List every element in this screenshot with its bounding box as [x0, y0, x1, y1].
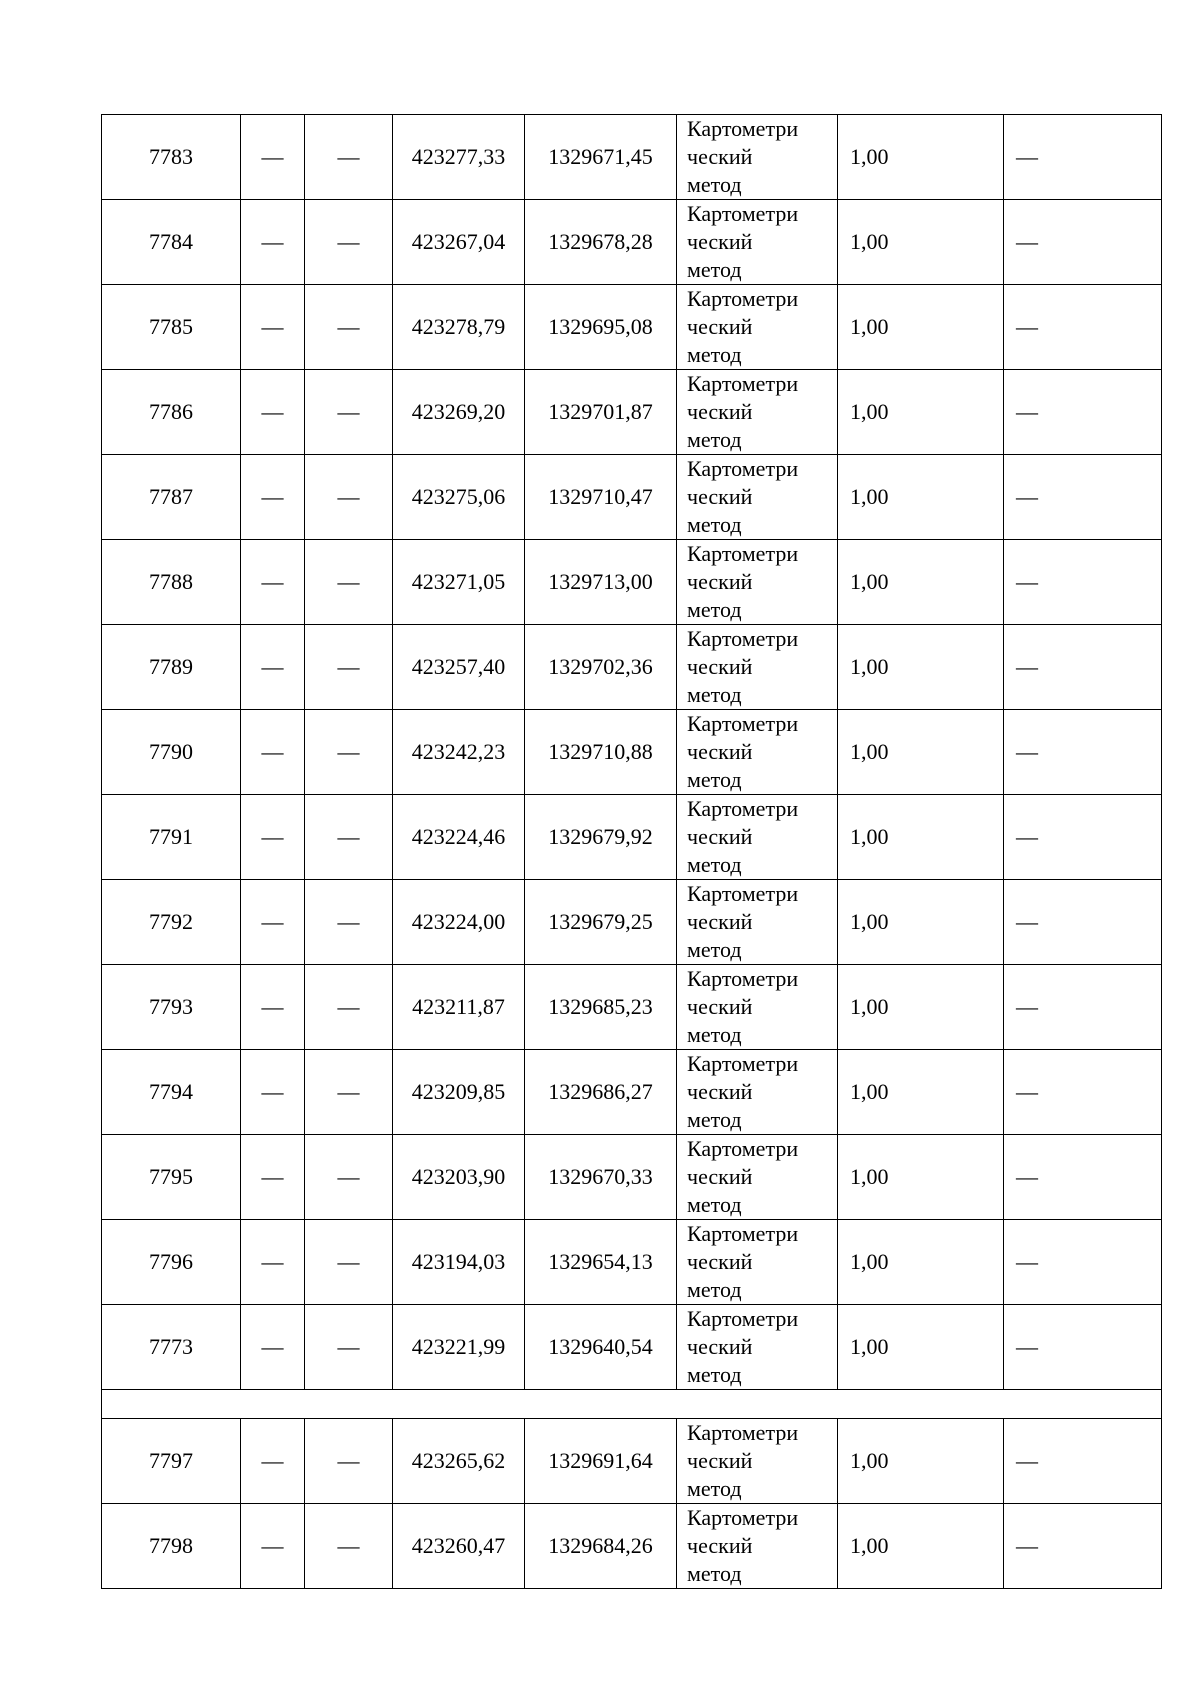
empty-value-cell: —: [241, 1050, 305, 1135]
method-text-line: метод: [687, 1022, 742, 1047]
table-row: [102, 455, 1162, 540]
table-row: [102, 285, 1162, 370]
method-cell: [677, 880, 838, 965]
table-row: [102, 1135, 1162, 1220]
method-text-line: ческий: [687, 314, 753, 339]
table-row: [102, 1504, 1162, 1589]
coordinate-y-cell: 1329710,47: [525, 455, 677, 540]
coordinate-y-cell: 1329670,33: [525, 1135, 677, 1220]
table-row: [102, 1050, 1162, 1135]
coordinate-x-cell: 423271,05: [393, 540, 525, 625]
precision-cell: 1,00: [838, 1305, 1004, 1390]
method-text-line: Картометри: [687, 881, 799, 906]
empty-value-cell: —: [305, 1050, 393, 1135]
method-cell: [677, 540, 838, 625]
method-text-line: метод: [687, 1476, 742, 1501]
method-text-line: ческий: [687, 229, 753, 254]
empty-value-cell: —: [305, 1504, 393, 1589]
table-row: [102, 880, 1162, 965]
table-spacer-row: [102, 1390, 1162, 1419]
empty-value-cell: —: [305, 965, 393, 1050]
method-cell: [677, 1305, 838, 1390]
note-cell: —: [1004, 710, 1162, 795]
method-text-line: ческий: [687, 144, 753, 169]
precision-cell: 1,00: [838, 965, 1004, 1050]
coordinate-x-cell: 423275,06: [393, 455, 525, 540]
note-cell: —: [1004, 1305, 1162, 1390]
method-text-line: метод: [687, 1561, 742, 1586]
note-cell: —: [1004, 1050, 1162, 1135]
point-number-cell: 7784: [102, 200, 241, 285]
coordinate-x-cell: 423242,23: [393, 710, 525, 795]
method-text-line: Картометри: [687, 1051, 799, 1076]
precision-cell: 1,00: [838, 285, 1004, 370]
coordinate-y-cell: 1329640,54: [525, 1305, 677, 1390]
method-text-line: Картометри: [687, 1306, 799, 1331]
coordinate-x-cell: 423224,46: [393, 795, 525, 880]
empty-value-cell: —: [305, 880, 393, 965]
method-text-line: Картометри: [687, 456, 799, 481]
empty-value-cell: —: [241, 1419, 305, 1504]
point-number-cell: 7788: [102, 540, 241, 625]
method-text-line: метод: [687, 1192, 742, 1217]
point-number-cell: 7792: [102, 880, 241, 965]
method-text-line: ческий: [687, 1533, 753, 1558]
method-cell: [677, 455, 838, 540]
empty-value-cell: —: [241, 795, 305, 880]
method-text-line: ческий: [687, 1448, 753, 1473]
method-text-line: ческий: [687, 909, 753, 934]
method-text-line: Картометри: [687, 711, 799, 736]
precision-cell: 1,00: [838, 1135, 1004, 1220]
coordinate-y-cell: 1329679,92: [525, 795, 677, 880]
method-text-line: ческий: [687, 399, 753, 424]
empty-value-cell: —: [305, 115, 393, 200]
empty-value-cell: —: [305, 285, 393, 370]
method-text-line: метод: [687, 1107, 742, 1132]
table-row: [102, 795, 1162, 880]
method-cell: [677, 965, 838, 1050]
table-row: [102, 540, 1162, 625]
method-text-line: метод: [687, 257, 742, 282]
method-cell: [677, 1504, 838, 1589]
method-text-line: метод: [687, 682, 742, 707]
empty-value-cell: —: [305, 710, 393, 795]
method-text-line: ческий: [687, 824, 753, 849]
method-cell: [677, 370, 838, 455]
empty-value-cell: —: [241, 115, 305, 200]
method-text-line: Картометри: [687, 796, 799, 821]
table-row: [102, 1419, 1162, 1504]
coordinate-x-cell: 423267,04: [393, 200, 525, 285]
note-cell: —: [1004, 540, 1162, 625]
method-text-line: ческий: [687, 1334, 753, 1359]
coordinate-y-cell: 1329713,00: [525, 540, 677, 625]
method-cell: [677, 285, 838, 370]
coordinate-y-cell: 1329679,25: [525, 880, 677, 965]
method-text-line: Картометри: [687, 626, 799, 651]
method-text-line: метод: [687, 937, 742, 962]
coordinate-y-cell: 1329695,08: [525, 285, 677, 370]
precision-cell: 1,00: [838, 370, 1004, 455]
empty-value-cell: —: [305, 625, 393, 710]
coordinate-x-cell: 423209,85: [393, 1050, 525, 1135]
empty-value-cell: —: [241, 710, 305, 795]
method-text-line: метод: [687, 427, 742, 452]
point-number-cell: 7773: [102, 1305, 241, 1390]
method-cell: [677, 1135, 838, 1220]
coordinate-x-cell: 423194,03: [393, 1220, 525, 1305]
method-cell: [677, 710, 838, 795]
point-number-cell: 7798: [102, 1504, 241, 1589]
point-number-cell: 7794: [102, 1050, 241, 1135]
method-text-line: метод: [687, 597, 742, 622]
method-cell: [677, 1220, 838, 1305]
point-number-cell: 7793: [102, 965, 241, 1050]
point-number-cell: 7787: [102, 455, 241, 540]
empty-value-cell: —: [241, 880, 305, 965]
note-cell: —: [1004, 880, 1162, 965]
empty-value-cell: —: [305, 1305, 393, 1390]
precision-cell: 1,00: [838, 710, 1004, 795]
empty-value-cell: —: [305, 1135, 393, 1220]
empty-value-cell: —: [241, 625, 305, 710]
table-row: [102, 115, 1162, 200]
method-cell: [677, 115, 838, 200]
note-cell: —: [1004, 370, 1162, 455]
precision-cell: 1,00: [838, 455, 1004, 540]
coordinate-x-cell: 423211,87: [393, 965, 525, 1050]
method-text-line: Картометри: [687, 1505, 799, 1530]
point-number-cell: 7786: [102, 370, 241, 455]
coordinate-x-cell: 423203,90: [393, 1135, 525, 1220]
empty-value-cell: —: [241, 370, 305, 455]
precision-cell: 1,00: [838, 1050, 1004, 1135]
method-text-line: метод: [687, 1362, 742, 1387]
note-cell: —: [1004, 1220, 1162, 1305]
table-row: [102, 1220, 1162, 1305]
coordinate-x-cell: 423265,62: [393, 1419, 525, 1504]
point-number-cell: 7789: [102, 625, 241, 710]
method-text-line: Картометри: [687, 286, 799, 311]
precision-cell: 1,00: [838, 795, 1004, 880]
method-text-line: метод: [687, 767, 742, 792]
empty-value-cell: —: [241, 965, 305, 1050]
method-text-line: метод: [687, 1277, 742, 1302]
table-row: [102, 370, 1162, 455]
empty-value-cell: —: [305, 1220, 393, 1305]
method-text-line: Картометри: [687, 541, 799, 566]
empty-value-cell: —: [241, 455, 305, 540]
precision-cell: 1,00: [838, 200, 1004, 285]
note-cell: —: [1004, 1419, 1162, 1504]
method-cell: [677, 625, 838, 710]
method-text-line: Картометри: [687, 966, 799, 991]
precision-cell: 1,00: [838, 1220, 1004, 1305]
point-number-cell: 7796: [102, 1220, 241, 1305]
empty-value-cell: —: [241, 1135, 305, 1220]
coordinate-y-cell: 1329678,28: [525, 200, 677, 285]
spacer-cell: [102, 1390, 1162, 1419]
note-cell: —: [1004, 1504, 1162, 1589]
coordinate-x-cell: 423221,99: [393, 1305, 525, 1390]
point-number-cell: 7785: [102, 285, 241, 370]
table-body: [102, 115, 1162, 1589]
point-number-cell: 7783: [102, 115, 241, 200]
empty-value-cell: —: [305, 370, 393, 455]
method-text-line: Картометри: [687, 1420, 799, 1445]
method-text-line: Картометри: [687, 116, 799, 141]
note-cell: —: [1004, 455, 1162, 540]
coordinate-y-cell: 1329686,27: [525, 1050, 677, 1135]
empty-value-cell: —: [241, 1305, 305, 1390]
point-number-cell: 7790: [102, 710, 241, 795]
coordinate-y-cell: 1329654,13: [525, 1220, 677, 1305]
point-number-cell: 7791: [102, 795, 241, 880]
table-row: [102, 1305, 1162, 1390]
method-text-line: Картометри: [687, 1136, 799, 1161]
coordinate-x-cell: 423260,47: [393, 1504, 525, 1589]
method-cell: [677, 795, 838, 880]
note-cell: —: [1004, 1135, 1162, 1220]
method-text-line: ческий: [687, 739, 753, 764]
method-text-line: Картометри: [687, 201, 799, 226]
coordinate-y-cell: 1329691,64: [525, 1419, 677, 1504]
method-text-line: ческий: [687, 569, 753, 594]
note-cell: —: [1004, 115, 1162, 200]
note-cell: —: [1004, 200, 1162, 285]
coordinates-table: [101, 114, 1162, 1589]
method-cell: [677, 1050, 838, 1135]
coordinate-y-cell: 1329701,87: [525, 370, 677, 455]
empty-value-cell: —: [241, 1504, 305, 1589]
table-row: [102, 710, 1162, 795]
empty-value-cell: —: [241, 200, 305, 285]
table-row: [102, 965, 1162, 1050]
method-text-line: ческий: [687, 1249, 753, 1274]
precision-cell: 1,00: [838, 1419, 1004, 1504]
precision-cell: 1,00: [838, 1504, 1004, 1589]
note-cell: —: [1004, 965, 1162, 1050]
table-row: [102, 200, 1162, 285]
method-text-line: ческий: [687, 1164, 753, 1189]
empty-value-cell: —: [305, 540, 393, 625]
method-text-line: ческий: [687, 994, 753, 1019]
empty-value-cell: —: [305, 455, 393, 540]
note-cell: —: [1004, 625, 1162, 710]
empty-value-cell: —: [305, 795, 393, 880]
coordinate-y-cell: 1329702,36: [525, 625, 677, 710]
precision-cell: 1,00: [838, 880, 1004, 965]
coordinate-y-cell: 1329671,45: [525, 115, 677, 200]
empty-value-cell: —: [241, 540, 305, 625]
method-text-line: Картометри: [687, 371, 799, 396]
method-text-line: метод: [687, 172, 742, 197]
note-cell: —: [1004, 285, 1162, 370]
method-text-line: метод: [687, 342, 742, 367]
empty-value-cell: —: [241, 285, 305, 370]
precision-cell: 1,00: [838, 540, 1004, 625]
method-text-line: метод: [687, 852, 742, 877]
method-cell: [677, 1419, 838, 1504]
table-row: [102, 625, 1162, 710]
note-cell: —: [1004, 795, 1162, 880]
coordinate-x-cell: 423278,79: [393, 285, 525, 370]
coordinate-y-cell: 1329685,23: [525, 965, 677, 1050]
point-number-cell: 7795: [102, 1135, 241, 1220]
method-text-line: Картометри: [687, 1221, 799, 1246]
coordinate-y-cell: 1329710,88: [525, 710, 677, 795]
method-text-line: ческий: [687, 484, 753, 509]
coordinate-x-cell: 423224,00: [393, 880, 525, 965]
method-text-line: метод: [687, 512, 742, 537]
empty-value-cell: —: [305, 1419, 393, 1504]
coordinate-y-cell: 1329684,26: [525, 1504, 677, 1589]
method-cell: [677, 200, 838, 285]
empty-value-cell: —: [305, 200, 393, 285]
precision-cell: 1,00: [838, 625, 1004, 710]
method-text-line: ческий: [687, 654, 753, 679]
coordinate-x-cell: 423277,33: [393, 115, 525, 200]
point-number-cell: 7797: [102, 1419, 241, 1504]
method-text-line: ческий: [687, 1079, 753, 1104]
empty-value-cell: —: [241, 1220, 305, 1305]
coordinate-x-cell: 423269,20: [393, 370, 525, 455]
coordinate-x-cell: 423257,40: [393, 625, 525, 710]
precision-cell: 1,00: [838, 115, 1004, 200]
